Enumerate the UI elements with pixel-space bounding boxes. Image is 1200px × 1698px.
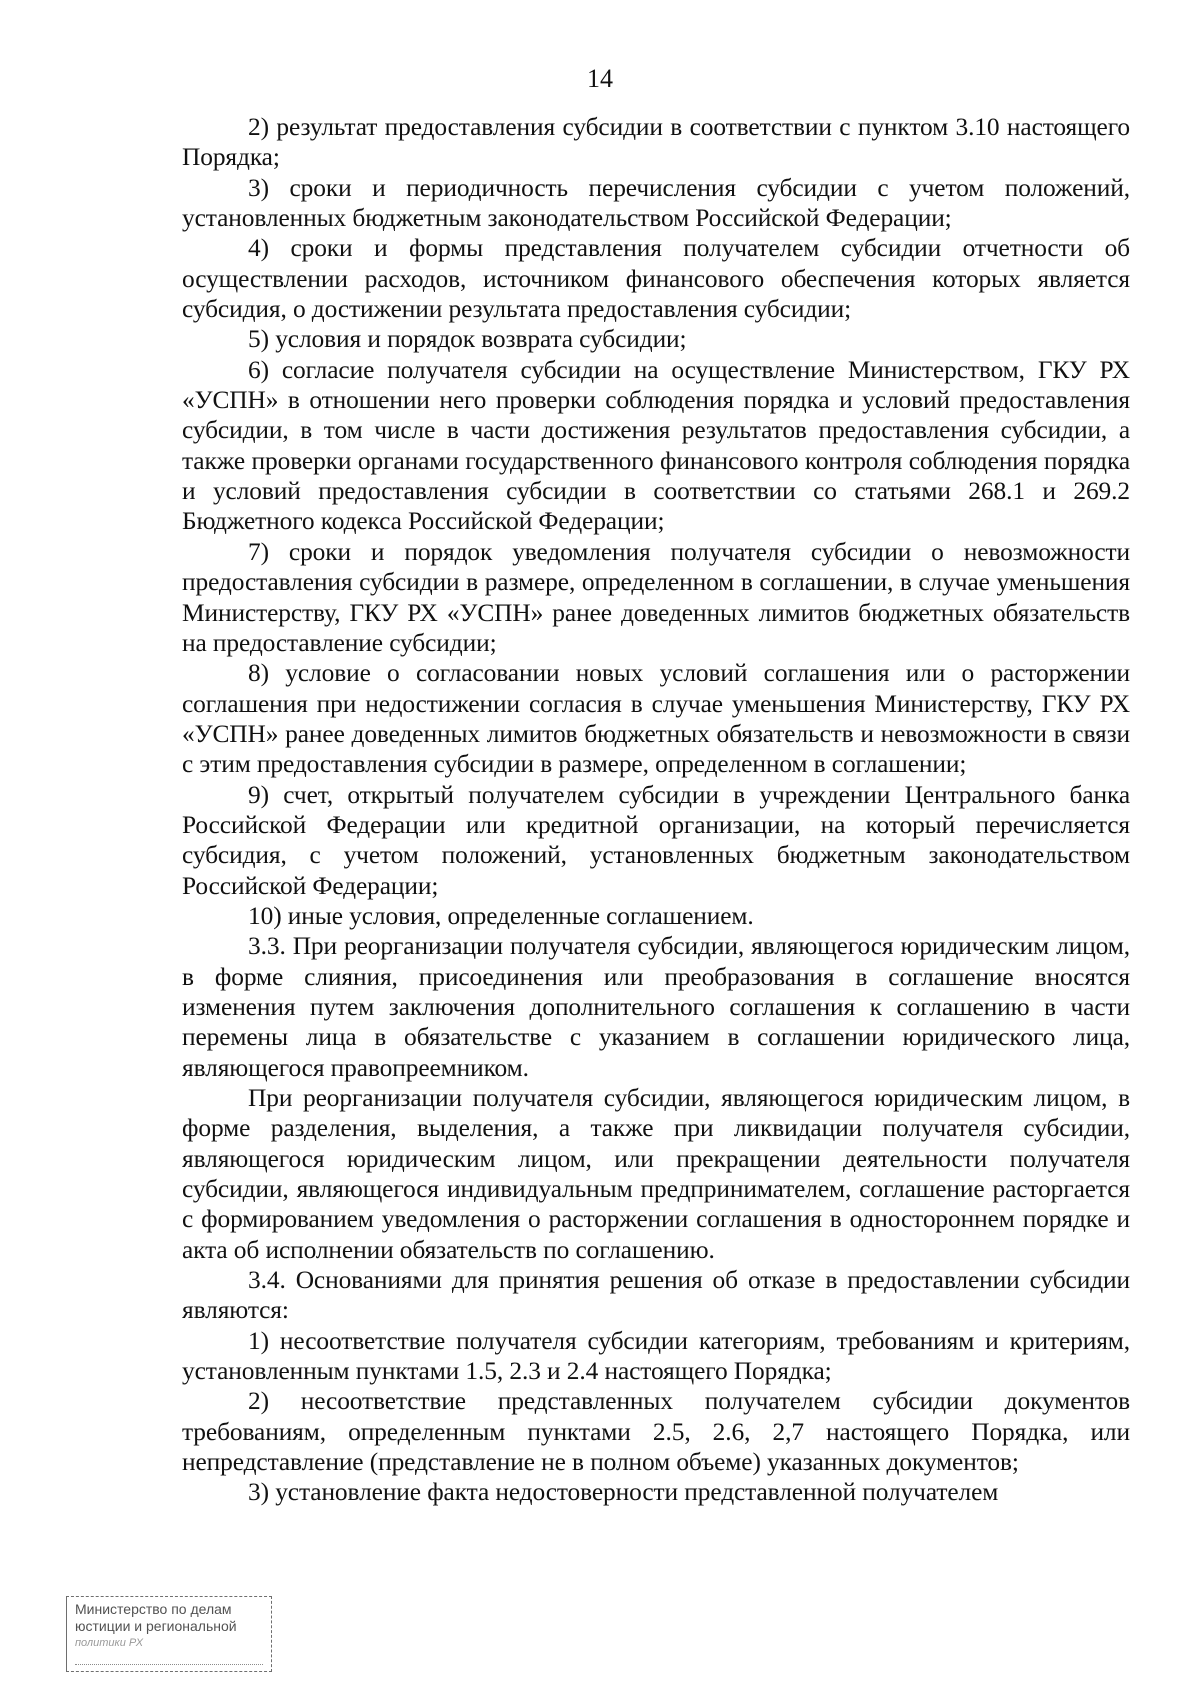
paragraph: 5) условия и порядок возврата субсидии; [248,325,687,354]
paragraph: 1) несоответствие получателя субсидии категориям, требованиям и критериям, установленным пунктами 1.5, 2.3 и 2.4 настоящего Порядка; [182,1326,1130,1386]
paragraph: 3) установление факта недостоверности представленной получателем [248,1478,999,1507]
paragraph: При реорганизации получателя субсидии, являющегося юридическим лицом, в форме разделения, выделения, а также при ликвидации получателя субсидии, являющегося юридическим лицом, или прекращении деятельности получателя субсидии, являющегося индивидуальным предпринимателем, соглашение расторгается с формированием уведомления о расторжении соглашения в одностороннем порядке и акта об исполнении обязательств по соглашению. [182,1084,1130,1264]
paragraph: 10) иные условия, определенные соглашением. [248,901,754,930]
paragraph: 2) результат предоставления субсидии в соответствии с пунктом 3.10 настоящего Порядка; [182,113,1130,172]
document-body [182,112,1130,1508]
stamp-divider [75,1664,263,1665]
page-number: 14 [587,64,613,93]
stamp-line: юстиции и региональной [75,1618,237,1634]
paragraph: 3) сроки и периодичность перечисления субсидии с учетом положений, установленных бюджетным законодательством Российской Федерации; [182,173,1130,233]
paragraph: 7) сроки и порядок уведомления получателя субсидии о невозможности предоставления субсидии в размере, определенном в соглашении, в случае уменьшения Министерству, ГКУ РХ «УСПН» ранее доведенных лимитов бюджетных обязательств на предоставление субсидии; [182,537,1130,657]
paragraph: 3.4. Основаниями для принятия решения об отказе в предоставлении субсидии являются: [182,1266,1130,1325]
registration-stamp [66,1596,272,1672]
paragraph: 2) несоответствие представленных получателем субсидии документов требованиям, определенным пунктами 2.5, 2.6, 2,7 настоящего Порядка, или непредставление (представление не в полном объеме) указанных документов; [182,1387,1130,1477]
paragraph: 4) сроки и формы представления получателем субсидии отчетности об осуществлении расходов, источником финансового обеспечения которых является субсидия, о достижении результата предоставления субсидии; [182,234,1130,324]
paragraph: 6) согласие получателя субсидии на осуществление Министерством, ГКУ РХ «УСПН» в отношении него проверки соблюдения порядка и условий предоставления субсидии, в том числе в части достижения результатов предоставления субсидии, а также проверки органами государственного финансового контроля соблюдения порядка и условий предоставления субсидии в соответствии со статьями 268.1 и 269.2 Бюджетного кодекса Российской Федерации; [182,355,1130,536]
paragraph: 3.3. При реорганизации получателя субсидии, являющегося юридическим лицом, в форме слияния, присоединения или преобразования в соглашение вносятся изменения путем заключения дополнительного соглашения к соглашению в части перемены лица в обязательстве с указанием в соглашении юридического лица, являющегося правопреемником. [182,932,1130,1082]
stamp-line: Министерство по делам [75,1601,232,1617]
paragraph: 9) счет, открытый получателем субсидии в учреждении Центрального банка Российской Федерации или кредитной организации, на который перечисляется субсидия, с учетом положений, установленных бюджетным законодательством Российской Федерации; [182,780,1130,900]
stamp-line: политики РХ [75,1637,144,1649]
paragraph: 8) условие о согласовании новых условий соглашения или о расторжении соглашения при недостижении согласия в случае уменьшения Министерству, ГКУ РХ «УСПН» ранее доведенных лимитов бюджетных обязательств и невозможности в связи с этим предоставления субсидии в размере, определенном в соглашении; [182,659,1130,779]
